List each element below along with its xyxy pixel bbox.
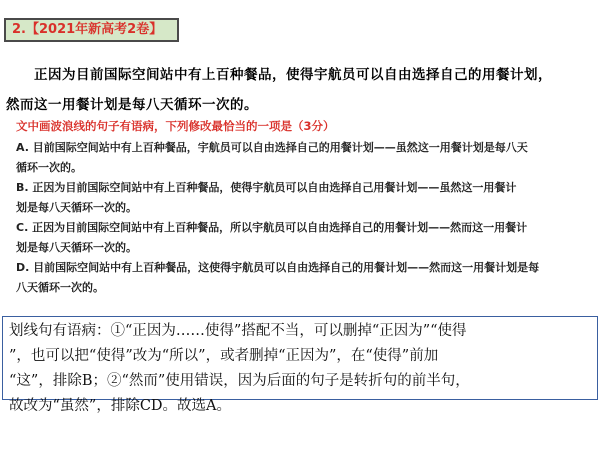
question-title: 2.【2021年新高考2卷】 [4,18,179,42]
passage-line-1: 正因为目前国际空间站中有上百种餐品，使得宇航员可以自由选择自己的用餐计划， [34,67,552,83]
option-c-line-2: 划是每八天循环一次的。 [16,241,137,254]
passage [6,60,586,120]
options-list [16,138,588,298]
answer-line-3: “这”，排除B；②“然而”使用错误，因为后面的句子是转折句的前半句， [9,373,470,389]
option-c [16,218,588,258]
option-a [16,138,588,178]
option-d-line-2: 八天循环一次的。 [16,281,104,294]
option-b-line-2: 划是每八天循环一次的。 [16,201,137,214]
answer-explanation [2,316,598,414]
question-prompt: 文中画波浪线的句子有语病，下列修改最恰当的一项是（3分） [16,119,335,133]
option-a-line-1: A. 目前国际空间站中有上百种餐品，宇航员可以自由选择自己的用餐计划——虽然这一用餐计划是每八天 [16,141,528,154]
option-b [16,178,588,218]
option-b-line-1: B. 正因为目前国际空间站中有上百种餐品，使得宇航员可以自由选择自己用餐计划——虽然这一用餐计 [16,181,517,194]
option-d-line-1: D. 目前国际空间站中有上百种餐品，这使得宇航员可以自由选择自己的用餐计划——然而这一用餐计划是每 [16,261,540,274]
option-c-line-1: C. 正因为目前国际空间站中有上百种餐品，所以宇航员可以自由选择自己的用餐计划——然而这一用餐计 [16,221,528,234]
answer-line-2: ”，也可以把“使得”改为“所以”，或者删掉“正因为”，在“使得”前加 [9,348,439,364]
passage-line-2: 然而这一用餐计划是每八天循环一次的。 [6,97,258,113]
option-a-line-2: 循环一次的。 [16,161,82,174]
option-d [16,258,588,298]
answer-line-1: 划线句有语病：①“正因为……使得”搭配不当，可以删掉“正因为”“使得 [9,323,467,339]
answer-line-4: 故改为“虽然”，排除CD。故选A。 [9,398,232,414]
